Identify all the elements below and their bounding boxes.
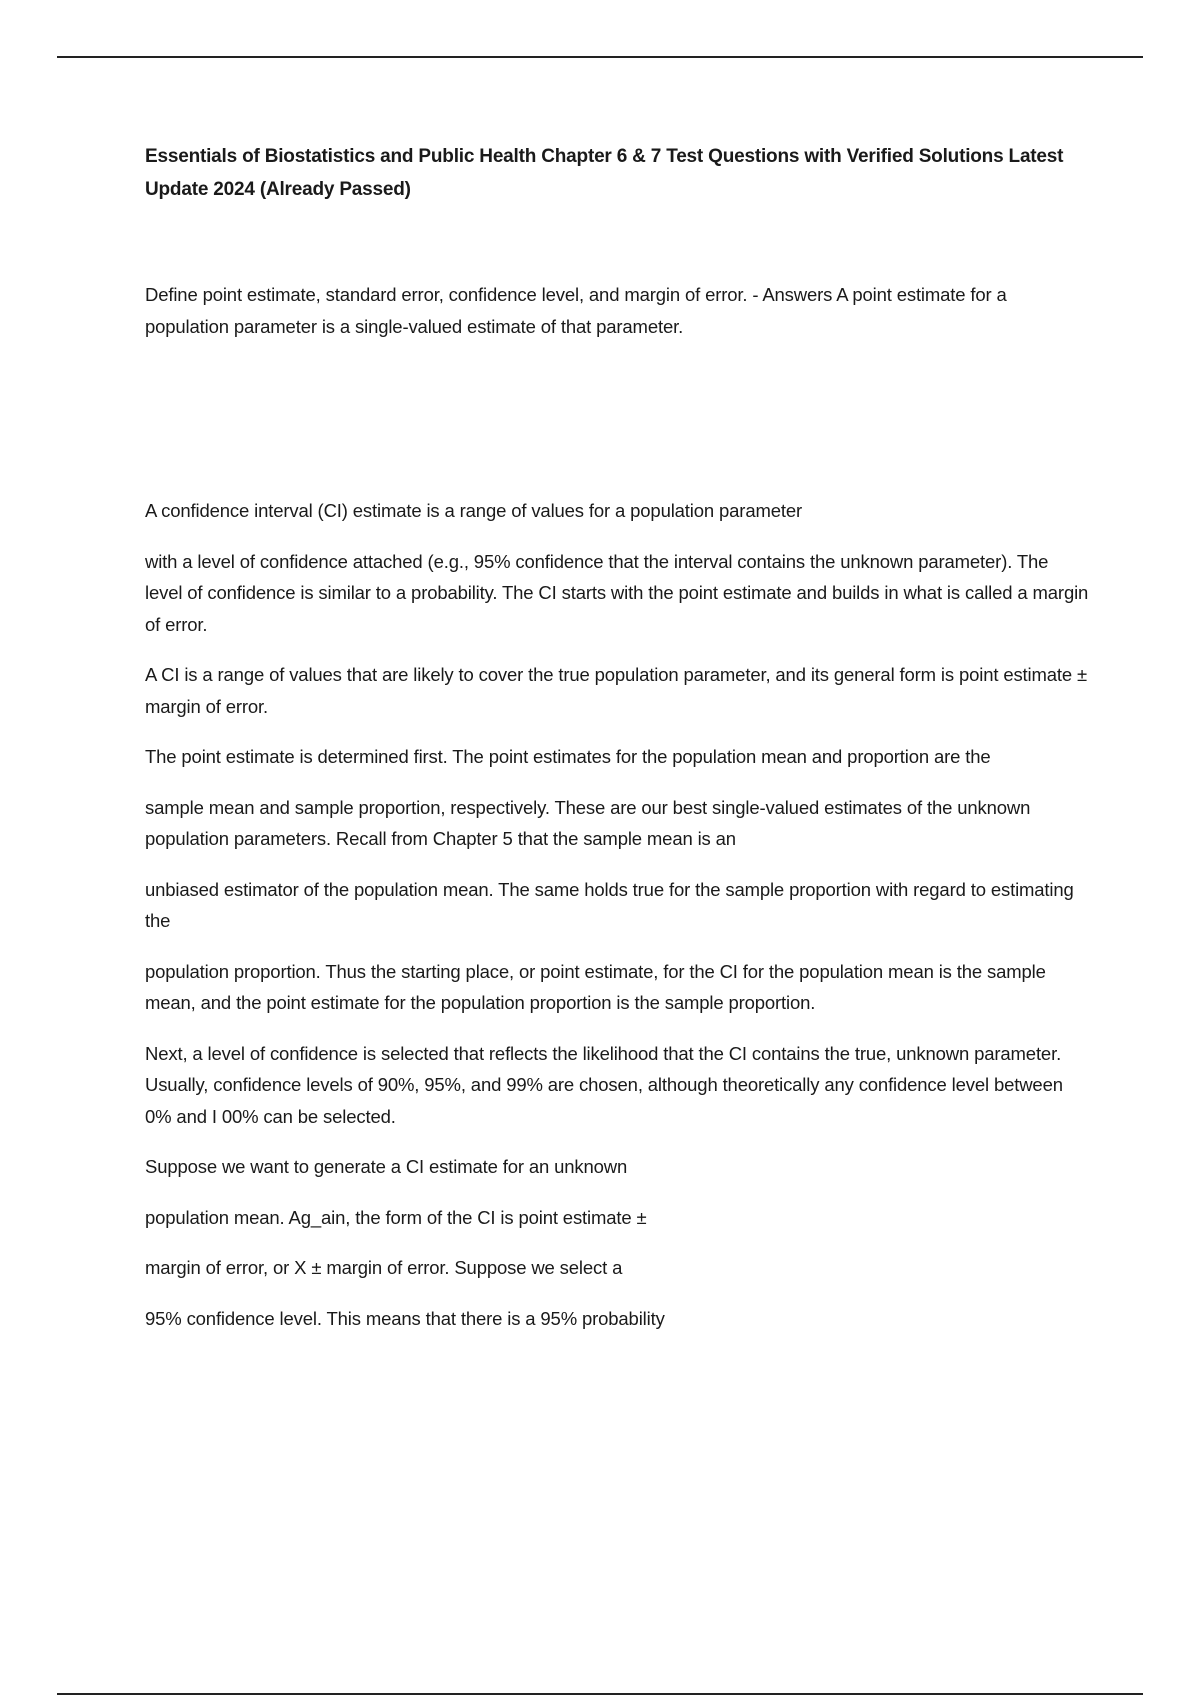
paragraph: 95% confidence level. This means that there is a 95% probability [145, 1307, 665, 1329]
bottom-rule [57, 1693, 1143, 1695]
paragraph: margin of error, or X ± margin of error. Suppose we select a [145, 1257, 623, 1278]
paragraph: Suppose we want to generate a CI estimate for an unknown [145, 1156, 628, 1177]
paragraph: A confidence interval (CI) estimate is a range of values for a population parameter [145, 500, 802, 521]
paragraph: Next, a level of confidence is selected that reflects the likelihood that the CI contains the true, unknown parameter. Usually, confidence levels of 90%, 95%, and 99% are chosen, although theoretically any confidence level between 0% and I 00% can be selected. [145, 1042, 1063, 1127]
paragraph: unbiased estimator of the population mean. The same holds true for the sample proportion with regard to estimating the [145, 878, 1074, 931]
paragraph: sample mean and sample proportion, respectively. These are our best single-valued estimates of the unknown population parameters. Recall from Chapter 5 that the sample mean is an [145, 796, 1031, 849]
paragraph: with a level of confidence attached (e.g., 95% confidence that the interval contains the unknown parameter). The level of confidence is similar to a probability. The CI starts with the point estimate and builds in what is called a margin of error. [145, 550, 1089, 635]
paragraph: population proportion. Thus the starting place, or point estimate, for the CI for the population mean is the sample mean, and the point estimate for the population proportion is the sample proportion. [145, 960, 1046, 1013]
paragraph: A CI is a range of values that are likely to cover the true population parameter, and its general form is point estimate ± margin of error. [145, 664, 1088, 717]
question-answer: Define point estimate, standard error, confidence level, and margin of error. - Answers A point estimate for a population parameter is a single-valued estimate of that parameter. [145, 284, 1007, 337]
document-body [145, 140, 1090, 1334]
paragraph: population mean. Ag_ain, the form of the CI is point estimate ± [145, 1206, 647, 1228]
document-title: Essentials of Biostatistics and Public Health Chapter 6 & 7 Test Questions with Verified Solutions Latest Update 2024 (Already Passed) [145, 146, 1064, 200]
top-rule [57, 56, 1143, 58]
paragraph: The point estimate is determined first. The point estimates for the population mean and proportion are the [145, 746, 991, 767]
